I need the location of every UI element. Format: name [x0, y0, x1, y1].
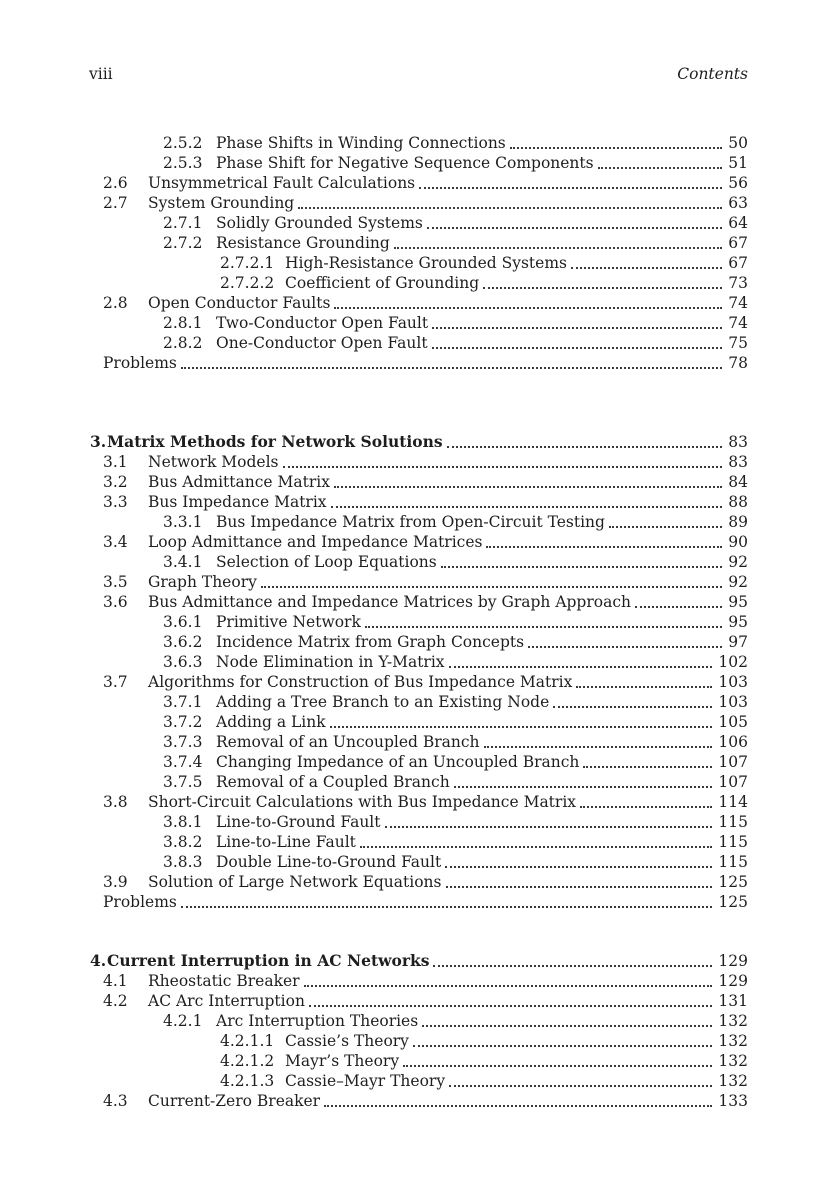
toc-entry-row [90, 213, 748, 233]
dot-leader [298, 207, 722, 209]
dot-leader [598, 167, 723, 169]
dot-leader [413, 1045, 712, 1047]
dot-leader [486, 546, 722, 548]
entry-number: 3.6.2 [163, 633, 203, 651]
dot-leader [483, 287, 722, 289]
entry-number: 2.7 [103, 194, 128, 212]
dot-leader [419, 187, 722, 189]
entry-page-number: 105 [718, 713, 748, 731]
entry-number: 3.4 [103, 533, 128, 551]
entry-title: Primitive Network [216, 613, 361, 631]
toc-entry-row [90, 652, 748, 672]
dot-leader [432, 347, 723, 349]
entry-page-number: 95 [728, 593, 748, 611]
entry-title: AC Arc Interruption [148, 992, 305, 1010]
entry-title: Adding a Link [216, 713, 326, 731]
entry-title: Current-Zero Breaker [148, 1092, 321, 1110]
toc-entry-row [90, 812, 748, 832]
dot-leader [365, 626, 722, 628]
entry-title: High-Resistance Grounded Systems [285, 254, 567, 272]
entry-title: Line-to-Ground Fault [216, 813, 381, 831]
dot-leader [528, 646, 722, 648]
dot-leader [360, 846, 713, 848]
dot-leader [283, 466, 723, 468]
entry-page-number: 83 [728, 433, 748, 451]
folio-page-number: viii [89, 65, 113, 83]
toc-entry-row [90, 253, 748, 273]
entry-number: 3.7.2 [163, 713, 203, 731]
entry-title: Matrix Methods for Network Solutions [107, 432, 443, 451]
entry-number: 3.4.1 [163, 553, 203, 571]
entry-title: Current Interruption in AC Networks [107, 951, 430, 970]
entry-number: 3.8 [103, 793, 128, 811]
dot-leader [583, 766, 712, 768]
entry-page-number: 89 [728, 513, 748, 531]
dot-leader [385, 826, 713, 828]
toc-entry-row [90, 612, 748, 632]
entry-number: 3.8.1 [163, 813, 203, 831]
entry-number: 3.3.1 [163, 513, 203, 531]
entry-title: Incidence Matrix from Graph Concepts [216, 633, 525, 651]
toc-entry-row [90, 153, 748, 173]
dot-leader [304, 985, 713, 987]
entry-page-number: 106 [718, 733, 748, 751]
toc-entry-row [90, 1051, 748, 1071]
entry-number: 3.2 [103, 473, 128, 491]
entry-number: 2.5.2 [163, 134, 203, 152]
entry-number: 2.7.2.1 [220, 254, 275, 272]
entry-page-number: 63 [728, 194, 748, 212]
entry-title: Phase Shift for Negative Sequence Components [216, 154, 594, 172]
toc-entry-row [90, 752, 748, 772]
entry-title: Short-Circuit Calculations with Bus Impedance Matrix [148, 793, 577, 811]
entry-page-number: 131 [718, 992, 748, 1010]
toc-entry-row [90, 1031, 748, 1051]
page-header [89, 64, 748, 84]
entry-page-number: 114 [718, 793, 748, 811]
entry-number: 2.8.1 [163, 314, 203, 332]
entry-page-number: 115 [718, 813, 748, 831]
entry-title: Bus Impedance Matrix from Open-Circuit Testing [216, 513, 605, 531]
entry-number: 4.2 [103, 992, 128, 1010]
entry-title: Mayr’s Theory [285, 1052, 400, 1070]
dot-leader [330, 726, 713, 728]
toc-entry-row [90, 852, 748, 872]
entry-page-number: 97 [728, 633, 748, 651]
entry-page-number: 95 [728, 613, 748, 631]
dot-leader [433, 965, 712, 967]
entry-number: 3.3 [103, 493, 128, 511]
dot-leader [334, 486, 722, 488]
toc-entry-row [90, 692, 748, 712]
entry-number: 3.7 [103, 673, 128, 691]
entry-title: Line-to-Line Fault [216, 833, 356, 851]
dot-leader [441, 566, 723, 568]
entry-title: Solidly Grounded Systems [216, 214, 423, 232]
entry-page-number: 107 [718, 773, 748, 791]
entry-title: Removal of a Coupled Branch [216, 773, 450, 791]
entry-number: 2.7.2.2 [220, 274, 275, 292]
entry-title: Cassie’s Theory [285, 1032, 409, 1050]
entry-title: Problems [103, 354, 177, 372]
toc-entry-row [90, 1071, 748, 1091]
toc-entry-row [90, 592, 748, 612]
toc-entry-row [90, 293, 748, 313]
entry-number: 2.5.3 [163, 154, 203, 172]
entry-number: 2.8.2 [163, 334, 203, 352]
entry-title: Open Conductor Faults [148, 294, 331, 312]
dot-leader [484, 746, 713, 748]
entry-title: Algorithms for Construction of Bus Impedance Matrix [148, 673, 573, 691]
entry-number: 2.8 [103, 294, 128, 312]
toc-entry-row [90, 1091, 748, 1111]
entry-number: 2.7.1 [163, 214, 203, 232]
entry-page-number: 51 [728, 154, 748, 172]
toc-section-chapter-3 [90, 432, 748, 912]
dot-leader [635, 606, 722, 608]
entry-title: Graph Theory [148, 573, 257, 591]
entry-number: 3.6.1 [163, 613, 203, 631]
dot-leader [449, 1085, 712, 1087]
entry-page-number: 56 [728, 174, 748, 192]
toc-entry-row [90, 512, 748, 532]
entry-title: Node Elimination in Y-Matrix [216, 653, 445, 671]
dot-leader [445, 866, 712, 868]
toc-entry-row [90, 333, 748, 353]
toc-entry-row [90, 532, 748, 552]
dot-leader [510, 147, 723, 149]
entry-number: 4.2.1.1 [220, 1032, 275, 1050]
entry-page-number: 132 [718, 1072, 748, 1090]
entry-title: Changing Impedance of an Uncoupled Branch [216, 753, 580, 771]
entry-title: Resistance Grounding [216, 234, 390, 252]
toc-entry-row [90, 193, 748, 213]
entry-number: 3.6.3 [163, 653, 203, 671]
toc-entry-row [90, 892, 748, 912]
entry-number: 3.8.3 [163, 853, 203, 871]
table-of-contents [90, 133, 748, 1111]
entry-page-number: 107 [718, 753, 748, 771]
entry-title: Adding a Tree Branch to an Existing Node [216, 693, 550, 711]
entry-page-number: 83 [728, 453, 748, 471]
entry-title: Solution of Large Network Equations [148, 873, 442, 891]
toc-section-chapter-4 [90, 951, 748, 1111]
entry-page-number: 129 [718, 952, 748, 970]
toc-entry-row [90, 492, 748, 512]
dot-leader [432, 327, 722, 329]
dot-leader [446, 886, 713, 888]
dot-leader [447, 446, 723, 448]
entry-page-number: 115 [718, 833, 748, 851]
toc-chapter-row [90, 951, 748, 971]
entry-page-number: 88 [728, 493, 748, 511]
entry-title: Coefficient of Grounding [285, 274, 480, 292]
entry-number: 4.3 [103, 1092, 128, 1110]
toc-entry-row [90, 991, 748, 1011]
entry-number: 3.1 [103, 453, 128, 471]
entry-page-number: 50 [728, 134, 748, 152]
entry-page-number: 67 [728, 234, 748, 252]
entry-number: 4.2.1 [163, 1012, 203, 1030]
entry-number: 2.7.2 [163, 234, 203, 252]
entry-page-number: 125 [718, 893, 748, 911]
entry-number: 3.7.5 [163, 773, 203, 791]
toc-entry-row [90, 313, 748, 333]
entry-number: 3.8.2 [163, 833, 203, 851]
toc-entry-row [90, 672, 748, 692]
entry-title: Phase Shifts in Winding Connections [216, 134, 506, 152]
entry-title: Bus Admittance Matrix [148, 473, 330, 491]
entry-page-number: 132 [718, 1052, 748, 1070]
entry-title: Two-Conductor Open Fault [216, 314, 429, 332]
entry-page-number: 133 [718, 1092, 748, 1110]
toc-entry-row [90, 792, 748, 812]
entry-page-number: 132 [718, 1032, 748, 1050]
entry-page-number: 92 [728, 553, 748, 571]
entry-number: 3.7.4 [163, 753, 203, 771]
dot-leader [403, 1065, 712, 1067]
toc-entry-row [90, 472, 748, 492]
dot-leader [422, 1025, 712, 1027]
dot-leader [427, 227, 722, 229]
entry-title: Network Models [148, 453, 279, 471]
entry-title: Double Line-to-Ground Fault [216, 853, 442, 871]
entry-page-number: 102 [718, 653, 748, 671]
entry-number: 3.7.3 [163, 733, 203, 751]
toc-entry-row [90, 1011, 748, 1031]
toc-entry-row [90, 173, 748, 193]
entry-page-number: 132 [718, 1012, 748, 1030]
entry-page-number: 64 [728, 214, 748, 232]
dot-leader [449, 666, 713, 668]
dot-leader [571, 267, 722, 269]
entry-title: Removal of an Uncoupled Branch [216, 733, 480, 751]
entry-title: System Grounding [148, 194, 295, 212]
entry-title: Cassie–Mayr Theory [285, 1072, 446, 1090]
dot-leader [454, 786, 713, 788]
dot-leader [324, 1105, 712, 1107]
entry-page-number: 74 [728, 314, 748, 332]
entry-page-number: 125 [718, 873, 748, 891]
entry-page-number: 73 [728, 274, 748, 292]
dot-leader [609, 526, 722, 528]
dot-leader [181, 906, 713, 908]
toc-entry-row [90, 772, 748, 792]
dot-leader [394, 247, 722, 249]
entry-page-number: 84 [728, 473, 748, 491]
running-head: Contents [677, 65, 748, 83]
dot-leader [261, 586, 722, 588]
entry-page-number: 103 [718, 673, 748, 691]
toc-entry-row [90, 572, 748, 592]
entry-page-number: 67 [728, 254, 748, 272]
entry-number: 3.6 [103, 593, 128, 611]
entry-page-number: 115 [718, 853, 748, 871]
entry-page-number: 103 [718, 693, 748, 711]
entry-number: 4.2.1.3 [220, 1072, 275, 1090]
toc-entry-row [90, 552, 748, 572]
toc-entry-row [90, 971, 748, 991]
entry-number: 3.9 [103, 873, 128, 891]
toc-entry-row [90, 353, 748, 373]
dot-leader [576, 686, 712, 688]
toc-entry-row [90, 452, 748, 472]
entry-number: 2.6 [103, 174, 128, 192]
entry-title: One-Conductor Open Fault [216, 334, 428, 352]
entry-number: 4. [90, 951, 107, 970]
toc-entry-row [90, 632, 748, 652]
entry-page-number: 129 [718, 972, 748, 990]
entry-title: Loop Admittance and Impedance Matrices [148, 533, 483, 551]
toc-entry-row [90, 732, 748, 752]
entry-title: Bus Impedance Matrix [148, 493, 327, 511]
entry-number: 3.7.1 [163, 693, 203, 711]
entry-title: Unsymmetrical Fault Calculations [148, 174, 416, 192]
entry-title: Rheostatic Breaker [148, 972, 300, 990]
entry-title: Bus Admittance and Impedance Matrices by Graph Approach [148, 593, 631, 611]
toc-entry-row [90, 273, 748, 293]
entry-number: 3.5 [103, 573, 128, 591]
entry-number: 4.2.1.2 [220, 1052, 275, 1070]
toc-entry-row [90, 133, 748, 153]
dot-leader [334, 307, 722, 309]
entry-title: Selection of Loop Equations [216, 553, 437, 571]
entry-page-number: 75 [728, 334, 748, 352]
toc-entry-row [90, 712, 748, 732]
entry-number: 3. [90, 432, 107, 451]
toc-chapter-row [90, 432, 748, 452]
entry-title: Problems [103, 893, 177, 911]
toc-entry-row [90, 832, 748, 852]
entry-page-number: 90 [728, 533, 748, 551]
toc-entry-row [90, 872, 748, 892]
entry-page-number: 92 [728, 573, 748, 591]
entry-page-number: 74 [728, 294, 748, 312]
dot-leader [331, 506, 723, 508]
toc-entry-row [90, 233, 748, 253]
dot-leader [553, 706, 712, 708]
entry-page-number: 78 [728, 354, 748, 372]
dot-leader [309, 1005, 712, 1007]
entry-title: Arc Interruption Theories [216, 1012, 419, 1030]
entry-number: 4.1 [103, 972, 128, 990]
dot-leader [181, 367, 722, 369]
dot-leader [580, 806, 712, 808]
toc-section-chapter-2-continued [90, 133, 748, 373]
